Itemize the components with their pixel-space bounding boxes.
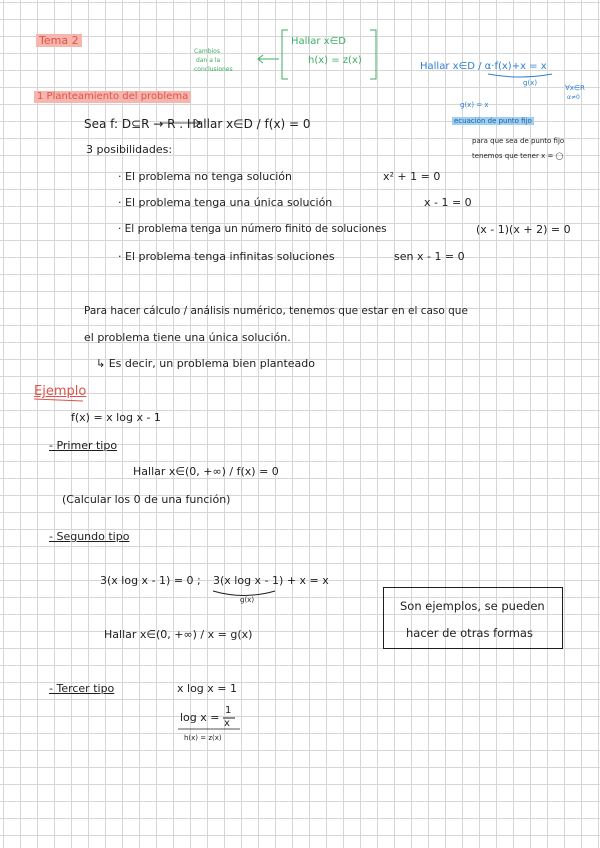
segundo-equation-1: 3(x log x - 1) = 0 ; [100,574,201,587]
paragraph-line-1: Para hacer cálculo / análisis numérico, tenemos que estar en el caso que [84,305,468,317]
note-box-line-2: hacer de otras formas [406,626,533,640]
tercer-equation-2: log x = [180,711,220,724]
segundo-g-label: g(x) [240,596,255,604]
case-2: · El problema tenga una única solución [118,196,333,209]
primer-tipo-equation: Hallar x∈(0, +∞) / f(x) = 0 [133,465,279,478]
case-1: · El problema no tenga solución [118,170,293,183]
paragraph-line-3: ↳ Es decir, un problema bien planteado [96,357,316,370]
note-box-line-1: Son ejemplos, se pueden [400,599,545,613]
paragraph-line-2: el problema tiene una única solución. [84,331,291,344]
tercer-h-label: h(x) = z(x) [184,734,222,742]
green-note-line-1: Cambios [194,48,220,55]
green-right-bracket [370,30,376,79]
case-1-example: x² + 1 = 0 [383,170,441,183]
green-left-bracket [282,30,288,79]
green-note-line-3: conclusiones [194,66,233,73]
fixed-point-highlight: ecuación de punto fijo [454,117,532,125]
forall-note: ∀x∈R [565,84,585,92]
primer-tipo-note: (Calcular los 0 de una función) [62,493,231,506]
tercer-numerator: 1 [225,705,232,716]
tercer-equation-1: x log x = 1 [177,682,237,695]
segundo-hallar: Hallar x∈(0, +∞) / x = g(x) [104,628,253,641]
green-note-line-2: dan a la [196,57,221,64]
case-4: · El problema tenga infinitas soluciones [118,250,335,263]
segundo-tipo-heading: - Segundo tipo [49,530,130,543]
blue-brace [488,74,552,77]
fixed-point-note-2: tenemos que tener x = ◯ [472,152,564,160]
bracket-line-2: h(x) = z(x) [308,55,362,66]
primer-tipo-heading: - Primer tipo [49,439,118,452]
problem-statement: Sea f: D⊆R → R . Hallar x∈D / f(x) = 0 [84,117,311,131]
section-title: 1 Planteamiento del problema [34,91,191,103]
case-3: · El problema tenga un número finito de soluciones [118,223,387,235]
example-function: f(x) = x log x - 1 [71,411,161,424]
topic-title: Tema 2 [36,34,82,47]
alpha-note: α≠0 [567,94,580,101]
gx-label: g(x) = x [460,101,489,109]
fixed-point-g: g(x) [523,79,538,87]
fixed-point-note-1: para que sea de punto fijo [472,137,565,145]
green-arrow [258,55,279,63]
tercer-denominator: x [224,718,230,729]
bracket-line-1: Hallar x∈D [291,36,346,47]
segundo-equation-2: 3(x log x - 1) + x = x [213,574,329,587]
possibilities-title: 3 posibilidades: [86,143,173,156]
case-2-example: x - 1 = 0 [424,196,472,209]
fixed-point-formula: Hallar x∈D / α·f(x)+x = x [420,61,547,72]
case-4-example: sen x - 1 = 0 [394,250,465,263]
segundo-brace [213,591,275,596]
tercer-tipo-heading: - Tercer tipo [49,682,115,695]
example-title: Ejemplo [34,384,87,399]
case-3-example: (x - 1)(x + 2) = 0 [476,223,571,236]
